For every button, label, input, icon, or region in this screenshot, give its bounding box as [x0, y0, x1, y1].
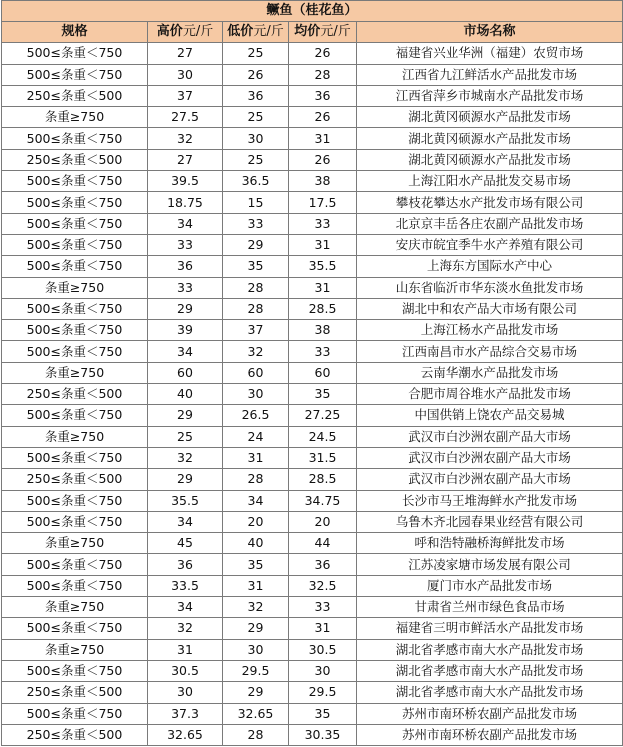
table-row: [2, 575, 623, 596]
header-avg-label: 均价: [294, 24, 321, 40]
cell-spec: 250≤条重＜500: [2, 149, 148, 170]
cell-high-price: 30: [148, 682, 223, 703]
cell-market: 江苏凌家塘市场发展有限公司: [357, 554, 623, 575]
cell-low-price: 28: [223, 724, 289, 745]
cell-low-price: 29.5: [223, 660, 289, 681]
cell-spec: 500≤条重＜750: [2, 575, 148, 596]
cell-avg-price: 31: [289, 277, 357, 298]
cell-low-price: 25: [223, 107, 289, 128]
table-row: [2, 256, 623, 277]
cell-high-price: 39: [148, 320, 223, 341]
cell-market: 安庆市皖宜季牛水产养殖有限公司: [357, 234, 623, 255]
table-row: [2, 171, 623, 192]
cell-avg-price: 33: [289, 341, 357, 362]
cell-low-price: 28: [223, 277, 289, 298]
table-row: [2, 298, 623, 319]
cell-high-price: 29: [148, 469, 223, 490]
cell-market: 北京京丰岳各庄农副产品批发市场: [357, 213, 623, 234]
cell-high-price: 36: [148, 554, 223, 575]
cell-avg-price: 33: [289, 597, 357, 618]
table-row: [2, 724, 623, 745]
cell-avg-price: 31.5: [289, 447, 357, 468]
table-row: [2, 426, 623, 447]
cell-high-price: 34: [148, 341, 223, 362]
cell-low-price: 28: [223, 298, 289, 319]
cell-spec: 500≤条重＜750: [2, 298, 148, 319]
cell-avg-price: 30: [289, 660, 357, 681]
table-row: [2, 64, 623, 85]
cell-avg-price: 29.5: [289, 682, 357, 703]
table-row: [2, 490, 623, 511]
cell-low-price: 32.65: [223, 703, 289, 724]
table-row: [2, 362, 623, 383]
cell-spec: 500≤条重＜750: [2, 703, 148, 724]
table-title-row: [2, 1, 623, 22]
cell-low-price: 32: [223, 341, 289, 362]
cell-spec: 500≤条重＜750: [2, 447, 148, 468]
cell-avg-price: 26: [289, 149, 357, 170]
cell-low-price: 26: [223, 64, 289, 85]
cell-high-price: 29: [148, 298, 223, 319]
cell-spec: 500≤条重＜750: [2, 234, 148, 255]
cell-spec: 条重≥750: [2, 107, 148, 128]
cell-high-price: 27: [148, 43, 223, 64]
cell-avg-price: 28.5: [289, 298, 357, 319]
cell-high-price: 33.5: [148, 575, 223, 596]
cell-avg-price: 44: [289, 533, 357, 554]
cell-spec: 250≤条重＜500: [2, 85, 148, 106]
cell-high-price: 32.65: [148, 724, 223, 745]
cell-high-price: 18.75: [148, 192, 223, 213]
cell-high-price: 45: [148, 533, 223, 554]
table-row: [2, 341, 623, 362]
cell-low-price: 31: [223, 575, 289, 596]
cell-spec: 500≤条重＜750: [2, 256, 148, 277]
cell-low-price: 25: [223, 149, 289, 170]
header-low-price: [223, 22, 289, 43]
cell-high-price: 34: [148, 213, 223, 234]
cell-high-price: 37: [148, 85, 223, 106]
cell-avg-price: 26: [289, 43, 357, 64]
cell-low-price: 40: [223, 533, 289, 554]
table-row: [2, 469, 623, 490]
cell-spec: 250≤条重＜500: [2, 682, 148, 703]
cell-avg-price: 60: [289, 362, 357, 383]
cell-spec: 500≤条重＜750: [2, 405, 148, 426]
cell-spec: 条重≥750: [2, 426, 148, 447]
cell-market: 山东省临沂市华东淡水鱼批发市场: [357, 277, 623, 298]
cell-avg-price: 30.35: [289, 724, 357, 745]
cell-spec: 500≤条重＜750: [2, 341, 148, 362]
cell-avg-price: 27.25: [289, 405, 357, 426]
cell-avg-price: 38: [289, 320, 357, 341]
cell-market: 湖北黄冈硕源水产品批发市场: [357, 149, 623, 170]
cell-spec: 250≤条重＜500: [2, 384, 148, 405]
cell-market: 湖北省孝感市南大水产品批发市场: [357, 682, 623, 703]
cell-avg-price: 33: [289, 213, 357, 234]
cell-market: 乌鲁木齐北园春果业经营有限公司: [357, 511, 623, 532]
header-high-unit: 元/斤: [182, 24, 214, 40]
cell-avg-price: 32.5: [289, 575, 357, 596]
table-row: [2, 554, 623, 575]
table-row: [2, 682, 623, 703]
cell-spec: 条重≥750: [2, 597, 148, 618]
cell-market: 上海东方国际水产中心: [357, 256, 623, 277]
cell-high-price: 27.5: [148, 107, 223, 128]
cell-market: 中国供销上饶农产品交易城: [357, 405, 623, 426]
cell-market: 湖北省孝感市南大水产品批发市场: [357, 660, 623, 681]
cell-avg-price: 20: [289, 511, 357, 532]
cell-spec: 500≤条重＜750: [2, 171, 148, 192]
cell-spec: 条重≥750: [2, 533, 148, 554]
table-row: [2, 618, 623, 639]
cell-spec: 500≤条重＜750: [2, 554, 148, 575]
cell-market: 湖北中和农产品大市场有限公司: [357, 298, 623, 319]
table-row: [2, 213, 623, 234]
cell-market: 江西省九江鲜活水产品批发市场: [357, 64, 623, 85]
cell-low-price: 29: [223, 618, 289, 639]
cell-market: 苏州市南环桥农副产品批发市场: [357, 703, 623, 724]
table-row: [2, 384, 623, 405]
cell-spec: 500≤条重＜750: [2, 128, 148, 149]
cell-low-price: 35: [223, 256, 289, 277]
cell-market: 呼和浩特融桥海鲜批发市场: [357, 533, 623, 554]
cell-low-price: 30: [223, 639, 289, 660]
cell-high-price: 32: [148, 618, 223, 639]
price-table: [1, 0, 623, 746]
cell-low-price: 29: [223, 234, 289, 255]
cell-avg-price: 34.75: [289, 490, 357, 511]
table-row: [2, 149, 623, 170]
cell-avg-price: 26: [289, 107, 357, 128]
cell-high-price: 37.3: [148, 703, 223, 724]
cell-high-price: 33: [148, 234, 223, 255]
cell-low-price: 36.5: [223, 171, 289, 192]
cell-high-price: 32: [148, 128, 223, 149]
cell-low-price: 24: [223, 426, 289, 447]
header-market: 市场名称: [357, 22, 623, 43]
cell-market: 湖北黄冈硕源水产品批发市场: [357, 128, 623, 149]
table-row: [2, 533, 623, 554]
cell-high-price: 33: [148, 277, 223, 298]
cell-low-price: 34: [223, 490, 289, 511]
cell-market: 上海江杨水产品批发市场: [357, 320, 623, 341]
table-title: 鳜鱼（桂花鱼）: [2, 1, 623, 22]
cell-high-price: 35.5: [148, 490, 223, 511]
cell-avg-price: 24.5: [289, 426, 357, 447]
cell-spec: 500≤条重＜750: [2, 43, 148, 64]
table-row: [2, 660, 623, 681]
table-row: [2, 192, 623, 213]
cell-low-price: 37: [223, 320, 289, 341]
cell-spec: 500≤条重＜750: [2, 64, 148, 85]
header-high-price: [148, 22, 223, 43]
cell-market: 江西南昌市水产品综合交易市场: [357, 341, 623, 362]
table-body: [2, 43, 623, 746]
table-row: [2, 277, 623, 298]
cell-spec: 500≤条重＜750: [2, 660, 148, 681]
cell-avg-price: 35: [289, 703, 357, 724]
table-row: [2, 234, 623, 255]
cell-spec: 500≤条重＜750: [2, 490, 148, 511]
header-low-label: 低价: [227, 24, 254, 40]
cell-market: 上海江阳水产品批发交易市场: [357, 171, 623, 192]
cell-spec: 250≤条重＜500: [2, 724, 148, 745]
cell-high-price: 29: [148, 405, 223, 426]
cell-high-price: 39.5: [148, 171, 223, 192]
header-avg-price: [289, 22, 357, 43]
cell-low-price: 26.5: [223, 405, 289, 426]
table-header-row: [2, 22, 623, 43]
cell-high-price: 27: [148, 149, 223, 170]
cell-market: 湖北黄冈硕源水产品批发市场: [357, 107, 623, 128]
table-row: [2, 85, 623, 106]
cell-avg-price: 30.5: [289, 639, 357, 660]
cell-spec: 500≤条重＜750: [2, 320, 148, 341]
cell-market: 福建省三明市鲜活水产品批发市场: [357, 618, 623, 639]
cell-avg-price: 35.5: [289, 256, 357, 277]
cell-avg-price: 31: [289, 128, 357, 149]
cell-market: 甘肃省兰州市绿色食品市场: [357, 597, 623, 618]
cell-low-price: 28: [223, 469, 289, 490]
cell-low-price: 20: [223, 511, 289, 532]
cell-spec: 条重≥750: [2, 277, 148, 298]
cell-market: 厦门市水产品批发市场: [357, 575, 623, 596]
cell-avg-price: 36: [289, 85, 357, 106]
cell-market: 合肥市周谷堆水产品批发市场: [357, 384, 623, 405]
cell-low-price: 31: [223, 447, 289, 468]
cell-market: 江西省萍乡市城南水产品批发市场: [357, 85, 623, 106]
cell-low-price: 35: [223, 554, 289, 575]
cell-avg-price: 31: [289, 234, 357, 255]
cell-low-price: 30: [223, 384, 289, 405]
cell-avg-price: 38: [289, 171, 357, 192]
table-row: [2, 107, 623, 128]
cell-market: 武汉市白沙洲农副产品大市场: [357, 447, 623, 468]
cell-spec: 500≤条重＜750: [2, 511, 148, 532]
table-row: [2, 405, 623, 426]
cell-low-price: 29: [223, 682, 289, 703]
table-row: [2, 128, 623, 149]
table-row: [2, 320, 623, 341]
cell-spec: 500≤条重＜750: [2, 618, 148, 639]
cell-avg-price: 28.5: [289, 469, 357, 490]
cell-avg-price: 36: [289, 554, 357, 575]
table-row: [2, 43, 623, 64]
cell-market: 苏州市南环桥农副产品批发市场: [357, 724, 623, 745]
cell-high-price: 30.5: [148, 660, 223, 681]
table-row: [2, 703, 623, 724]
table-row: [2, 511, 623, 532]
cell-spec: 条重≥750: [2, 362, 148, 383]
table-row: [2, 597, 623, 618]
cell-spec: 250≤条重＜500: [2, 469, 148, 490]
cell-market: 武汉市白沙洲农副产品大市场: [357, 426, 623, 447]
table-row: [2, 639, 623, 660]
header-high-label: 高价: [156, 24, 183, 40]
cell-high-price: 34: [148, 597, 223, 618]
price-table-container: [1, 0, 622, 746]
cell-high-price: 25: [148, 426, 223, 447]
table-row: [2, 447, 623, 468]
cell-high-price: 34: [148, 511, 223, 532]
cell-high-price: 31: [148, 639, 223, 660]
cell-avg-price: 28: [289, 64, 357, 85]
cell-spec: 条重≥750: [2, 639, 148, 660]
cell-high-price: 32: [148, 447, 223, 468]
header-avg-unit: 元/斤: [320, 24, 351, 40]
cell-low-price: 33: [223, 213, 289, 234]
cell-market: 长沙市马王堆海鲜水产批发市场: [357, 490, 623, 511]
cell-market: 云南华潮水产品批发市场: [357, 362, 623, 383]
cell-low-price: 60: [223, 362, 289, 383]
cell-market: 福建省兴业华洲（福建）农贸市场: [357, 43, 623, 64]
cell-avg-price: 31: [289, 618, 357, 639]
cell-low-price: 25: [223, 43, 289, 64]
cell-market: 攀枝花攀达水产批发市场有限公司: [357, 192, 623, 213]
header-low-unit: 元/斤: [253, 24, 284, 40]
cell-low-price: 36: [223, 85, 289, 106]
cell-avg-price: 17.5: [289, 192, 357, 213]
cell-avg-price: 35: [289, 384, 357, 405]
cell-high-price: 30: [148, 64, 223, 85]
cell-low-price: 15: [223, 192, 289, 213]
cell-low-price: 30: [223, 128, 289, 149]
cell-market: 湖北省孝感市南大水产品批发市场: [357, 639, 623, 660]
cell-high-price: 60: [148, 362, 223, 383]
cell-high-price: 36: [148, 256, 223, 277]
cell-low-price: 32: [223, 597, 289, 618]
cell-market: 武汉市白沙洲农副产品大市场: [357, 469, 623, 490]
cell-high-price: 40: [148, 384, 223, 405]
cell-spec: 500≤条重＜750: [2, 213, 148, 234]
header-spec: 规格: [2, 22, 148, 43]
cell-spec: 500≤条重＜750: [2, 192, 148, 213]
